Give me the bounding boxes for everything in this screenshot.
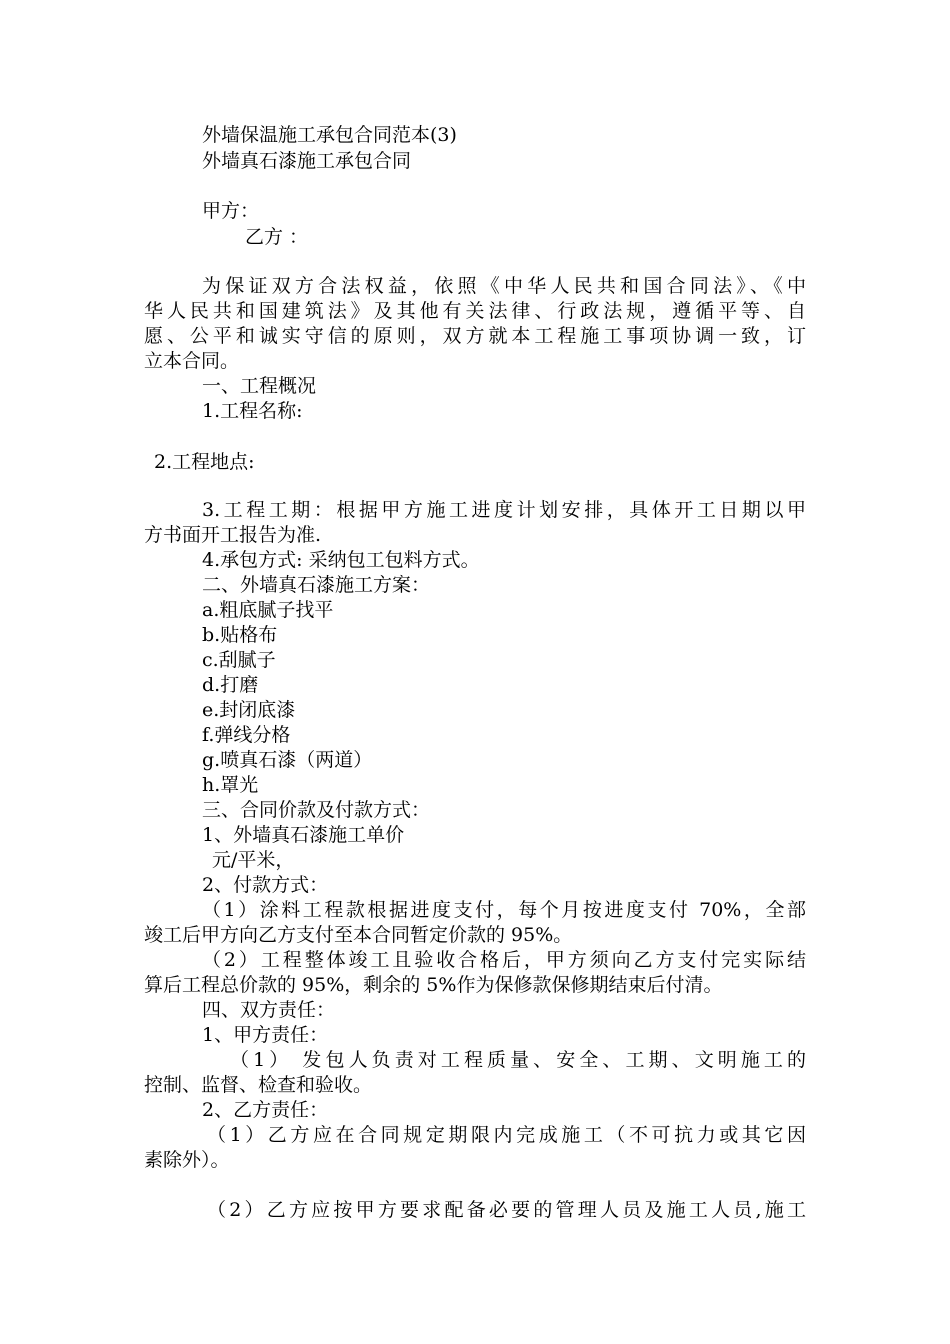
contract-mode: 4.承包方式: 采纳包工包料方式。 — [202, 549, 480, 571]
section1-heading: 一、工程概况 — [202, 375, 317, 397]
project-period-line-2: 方书面开工报告为准. — [144, 524, 322, 546]
step-item: f.弹线分格 — [202, 724, 291, 746]
intro-line-3: 愿、公平和诚实守信的原则，双方就本工程施工事项协调一致，订 — [144, 325, 806, 347]
step-item: c.刮腻子 — [202, 649, 276, 671]
party-b-duty-1-line-1: （1）乙方应在合同规定期限内完成施工（不可抗力或其它因 — [207, 1124, 806, 1146]
payment-clause-1-line-1: （1）涂料工程款根据进度支付，每个月按进度支付 70%，全部 — [202, 899, 806, 921]
project-period-line-1: 3.工程工期：根据甲方施工进度计划安排，具体开工日期以甲 — [202, 499, 806, 521]
section2-heading: 二、外墙真石漆施工方案： — [202, 574, 431, 596]
party-b-duty-2-line-1: （2）乙方应按甲方要求配备必要的管理人员及施工人员,施工 — [207, 1199, 806, 1221]
party-a-duty-1-line-1: （1） 发包人负责对工程质量、安全、工期、文明施工的 — [230, 1049, 806, 1071]
party-a-duty-heading: 1、甲方责任： — [202, 1024, 329, 1046]
party-a-label: 甲方： — [202, 200, 260, 222]
party-b-duty-heading: 2、乙方责任： — [202, 1099, 329, 1121]
party-b-label: 乙方 ： — [245, 226, 309, 248]
party-a-duty-1-line-2: 控制、监督、检查和验收。 — [144, 1074, 373, 1096]
party-b-duty-1-line-2: 素除外）。 — [144, 1149, 230, 1171]
payment-clause-2-line-2: 算后工程总价款的 95%，剩余的 5%作为保修款保修期结束后付清。 — [144, 974, 723, 996]
step-item: g.喷真石漆（两道） — [202, 749, 373, 771]
document-title: 外墙保温施工承包合同范本(3) — [202, 124, 457, 146]
unit-price-unit: 元/平米， — [212, 849, 295, 871]
intro-line-1: 为保证双方合法权益，依照《中华人民共和国合同法》、《中 — [202, 275, 806, 297]
intro-line-2: 华人民共和国建筑法》及其他有关法律、行政法规，遵循平等、自 — [144, 300, 806, 322]
payment-heading: 2、付款方式： — [202, 874, 329, 896]
document-subtitle: 外墙真石漆施工承包合同 — [202, 150, 412, 172]
step-item: d.打磨 — [202, 674, 259, 696]
payment-clause-1-line-2: 竣工后甲方向乙方支付至本合同暂定价款的 95%。 — [144, 924, 573, 946]
project-location-label: 2.工程地点: — [154, 451, 255, 473]
step-item: a.粗底腻子找平 — [202, 599, 334, 621]
payment-clause-2-line-1: （2）工程整体竣工且验收合格后，甲方须向乙方支付完实际结 — [202, 949, 806, 971]
step-item: h.罩光 — [202, 774, 259, 796]
step-item: b.贴格布 — [202, 624, 278, 646]
section4-heading: 四、双方责任： — [202, 999, 336, 1021]
step-item: e.封闭底漆 — [202, 699, 296, 721]
intro-line-4: 立本合同。 — [144, 350, 240, 372]
unit-price-label: 1、外墙真石漆施工单价 — [202, 824, 405, 846]
project-name-label: 1.工程名称: — [202, 400, 303, 422]
section3-heading: 三、合同价款及付款方式： — [202, 799, 431, 821]
